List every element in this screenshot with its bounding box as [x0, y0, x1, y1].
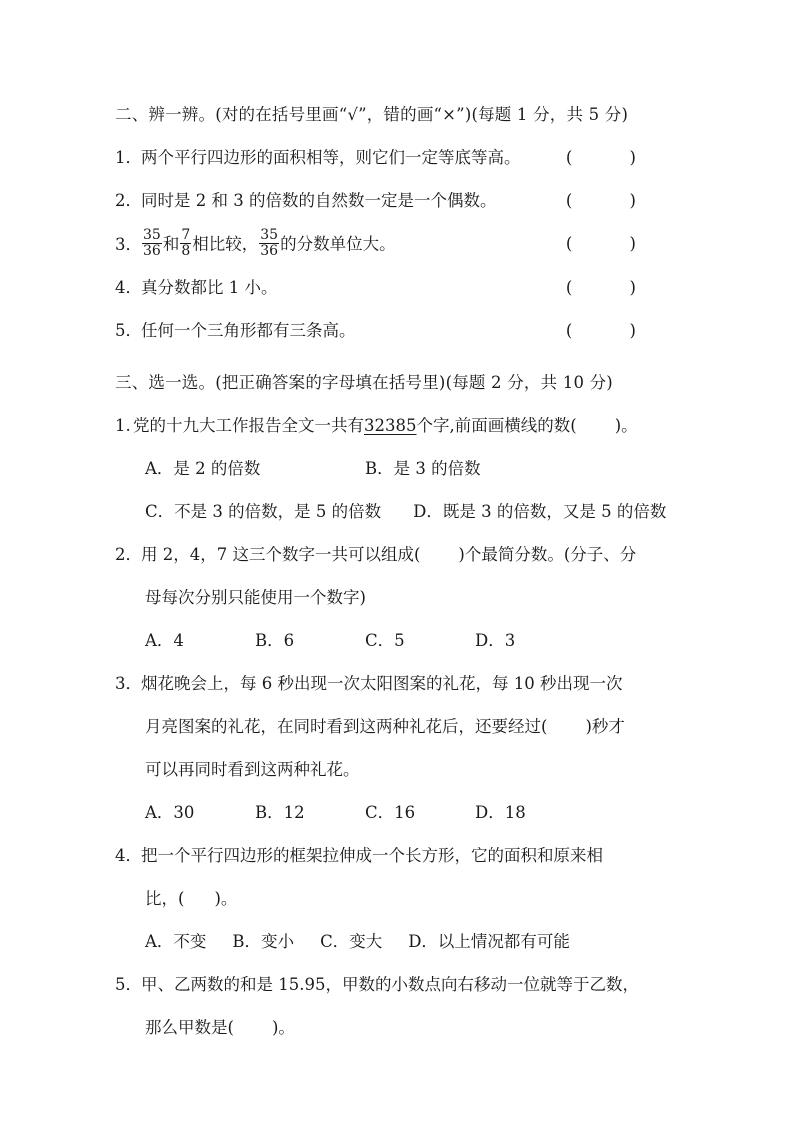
section-three-heading: 三、选一选。(把正确答案的字母填在括号里)(每题 2 分，共 10 分): [115, 372, 613, 392]
question-stem: [115, 411, 680, 441]
item-number: 4．: [115, 277, 142, 297]
item-number: 2．: [115, 191, 142, 210]
true-false-item-5: [115, 316, 680, 346]
stem-part-1: 把一个平行四边形的框架拉伸成一个长方形，它的面积和原来相: [141, 845, 603, 865]
item-text-mid-1: 和: [162, 234, 180, 254]
option-label: A．: [145, 458, 174, 478]
stem-part-3: )。: [214, 888, 238, 908]
fraction-numerator: 7: [181, 227, 191, 243]
question-stem-line-2: 母每次分别只能使用一个数字): [145, 587, 366, 607]
question-stem-line-1: [115, 669, 680, 699]
option-text: 变大: [349, 931, 383, 951]
true-false-item-4: [115, 273, 680, 303]
question-stem-line-2: [115, 884, 680, 914]
stem-part-1: 用 2，4，7 这三个数字一共可以组成(: [141, 544, 421, 564]
option-label: D．: [475, 630, 505, 650]
answer-parenthesis[interactable]: ( ): [565, 320, 662, 340]
stem-part-1: 甲、乙两数的和是 15.95，甲数的小数点向右移动一位就等于乙数，: [141, 974, 639, 994]
question-number: 4．: [115, 845, 142, 865]
option-label: B．: [255, 802, 284, 822]
option-label: B．: [365, 458, 394, 478]
answer-parenthesis[interactable]: ( ): [565, 277, 662, 297]
true-false-item-2: [115, 186, 680, 216]
true-false-item-1: [115, 143, 680, 173]
option-text: 3: [504, 630, 516, 650]
stem-part-2: 个字,前面画横线的数(: [416, 415, 577, 435]
fraction-35-36: [142, 228, 162, 258]
answer-parenthesis[interactable]: ( ): [565, 234, 662, 253]
fraction-denominator: 8: [181, 242, 191, 259]
option-text: 5: [394, 630, 405, 650]
item-number: 3．: [115, 234, 142, 254]
option-d[interactable]: [475, 798, 585, 828]
option-label: C．: [365, 802, 395, 822]
option-label: C．: [145, 501, 175, 521]
question-stem-line-1: [115, 841, 680, 871]
stem-part-1: 烟花晚会上，每 6 秒出现一次太阳图案的礼花，每 10 秒出现一次: [141, 673, 623, 693]
option-c[interactable]: [320, 927, 382, 957]
option-text: 以上情况都有可能: [437, 931, 570, 951]
option-a[interactable]: [145, 626, 255, 656]
option-label: B．: [255, 630, 284, 650]
true-false-item-3: [115, 229, 680, 260]
option-label: C．: [320, 931, 350, 951]
choice-question-5: [115, 970, 680, 1043]
choice-question-2: [115, 540, 680, 656]
option-a[interactable]: [145, 798, 255, 828]
stem-part-3: )秒才: [585, 716, 625, 736]
section-two-heading: 二、辨一辨。(对的在括号里画“√”，错的画“×”)(每题 1 分，共 5 分): [115, 105, 629, 124]
options-row: [115, 626, 680, 656]
question-number: 3．: [115, 673, 142, 693]
option-label: B．: [232, 931, 262, 951]
fraction-7-8: [180, 228, 191, 258]
option-c[interactable]: [365, 798, 475, 828]
option-label: D．: [408, 931, 438, 951]
option-label: A．: [145, 802, 174, 822]
item-number: 1．: [115, 148, 142, 167]
option-text: 30: [173, 802, 195, 822]
question-stem-line-1: [115, 540, 680, 570]
options-row-2: [115, 497, 680, 527]
choice-question-1: [115, 411, 680, 527]
stem-part-2: 比，(: [145, 888, 185, 908]
option-text: 6: [283, 630, 295, 650]
option-b[interactable]: [365, 454, 481, 484]
option-label: C．: [365, 630, 395, 650]
item-text-mid-2: 相比较，: [192, 234, 259, 254]
item-number: 5．: [115, 320, 142, 340]
underlined-number: 32385: [364, 415, 417, 435]
stem-part-2: )个最简分数。(分子、分: [458, 544, 637, 564]
option-label: D．: [475, 802, 505, 822]
option-d[interactable]: [413, 497, 666, 527]
option-text: 18: [504, 802, 526, 822]
option-b[interactable]: [232, 927, 294, 957]
stem-part-2: 月亮图案的礼花，在同时看到这两种礼花后，还要经过(: [145, 716, 548, 736]
option-b[interactable]: [255, 626, 365, 656]
option-c[interactable]: [365, 626, 475, 656]
choice-question-4: [115, 841, 680, 957]
stem-part-3: )。: [614, 415, 638, 435]
option-text: 12: [283, 802, 305, 822]
stem-part-1: 党的十九大工作报告全文一共有: [133, 415, 364, 435]
item-text: 任何一个三角形都有三条高。: [141, 320, 356, 340]
stem-part-3: )。: [271, 1017, 295, 1037]
fraction-denominator: 36: [260, 242, 279, 259]
option-text: 变小: [261, 931, 295, 951]
option-d[interactable]: [475, 626, 585, 656]
option-a[interactable]: [145, 454, 365, 484]
option-text: 4: [173, 630, 184, 650]
option-text: 16: [394, 802, 416, 822]
answer-parenthesis[interactable]: ( ): [565, 148, 662, 167]
option-text: 是 3 的倍数: [393, 458, 481, 478]
item-text: 同时是 2 和 3 的倍数的自然数一定是一个偶数。: [141, 191, 497, 210]
question-stem-line-3: 可以再同时看到这两种礼花。: [145, 759, 360, 779]
fraction-35-36-second: [259, 228, 279, 258]
options-row-1: [115, 454, 680, 484]
page-content: [115, 100, 680, 1056]
option-text: 不是 3 的倍数，是 5 的倍数: [174, 501, 382, 521]
question-stem-line-1: [115, 970, 680, 1000]
option-a[interactable]: [145, 927, 206, 957]
option-b[interactable]: [255, 798, 365, 828]
answer-parenthesis[interactable]: ( ): [565, 191, 662, 210]
question-number: 1.: [115, 415, 131, 435]
question-number: 5．: [115, 974, 142, 994]
item-text: 真分数都比 1 小。: [141, 277, 278, 297]
option-c[interactable]: [145, 497, 381, 527]
item-text-end: 的分数单位大。: [280, 234, 396, 254]
fraction-numerator: 35: [143, 227, 161, 243]
option-label: A．: [145, 630, 174, 650]
options-row: [115, 927, 680, 957]
stem-part-2: 那么甲数是(: [145, 1017, 234, 1037]
question-number: 2．: [115, 544, 142, 564]
item-text: 两个平行四边形的面积相等，则它们一定等底等高。: [141, 148, 521, 167]
question-stem-line-2: [115, 1013, 680, 1043]
options-row: [115, 798, 680, 828]
fraction-denominator: 36: [143, 242, 161, 259]
question-stem-line-2: [115, 712, 680, 742]
choice-question-3: [115, 669, 680, 828]
option-text: 不变: [173, 931, 207, 951]
option-label: D．: [413, 501, 443, 521]
option-d[interactable]: [408, 927, 570, 957]
option-label: A．: [145, 931, 174, 951]
option-text: 既是 3 的倍数，又是 5 的倍数: [442, 501, 667, 521]
option-text: 是 2 的倍数: [173, 458, 261, 478]
fraction-numerator: 35: [260, 227, 279, 243]
